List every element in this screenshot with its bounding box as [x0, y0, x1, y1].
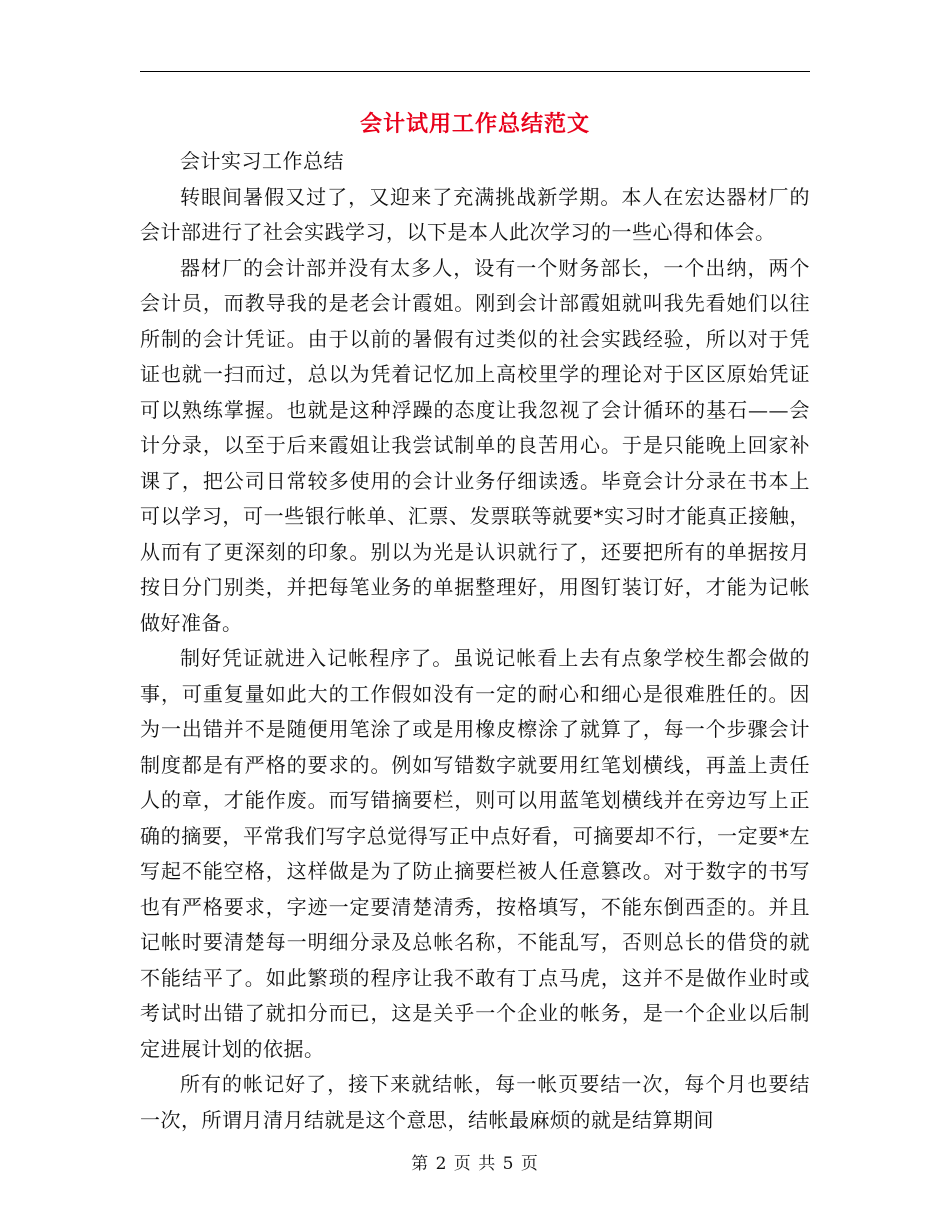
body-paragraph: 所有的帐记好了，接下来就结帐，每一帐页要结一次，每个月也要结一次，所谓月清月结就是这个意思，结帐最麻烦的就是结算期间 — [140, 1072, 810, 1132]
body-paragraph: 制好凭证就进入记帐程序了。虽说记帐看上去有点象学校生都会做的事，可重复量如此大的工作假如没有一定的耐心和细心是很难胜任的。因为一出错并不是随便用笔涂了或是用橡皮檫涂了就算了，每一个步骤会计制度都是有严格的要求的。例如写错数字就要用红笔划横线，再盖上责任人的章，才能作废。而写错摘要栏，则可以用蓝笔划横线并在旁边写上正确的摘要，平常我们写字总觉得写正中点好看，可摘要却不行，一定要*左写起不能空格，这样做是为了防止摘要栏被人任意篡改。对于数字的书写也有严格要求，字迹一定要清楚清秀，按格填写，不能东倒西歪的。并且记帐时要清楚每一明细分录及总帐名称，不能乱写，否则总长的借贷的就不能结平了。如此繁琐的程序让我不敢有丁点马虎，这并不是做作业时或考试时出错了就扣分而已，这是关乎一个企业的帐务，是一个企业以后制定进展计划的依据。 — [140, 646, 810, 1061]
subtitle-paragraph: 会计实习工作总结 — [180, 149, 344, 173]
body-paragraph: 器材厂的会计部并没有太多人，设有一个财务部长，一个出纳，两个会计员，而教导我的是老会计霞姐。刚到会计部霞姐就叫我先看她们以往所制的会计凭证。由于以前的暑假有过类似的社会实践经验，所以对于凭证也就一扫而过，总以为凭着记忆加上高校里学的理论对于区区原始凭证可以熟练掌握。也就是这种浮躁的态度让我忽视了会计循环的基石——会计分录，以至于后来霞姐让我尝试制单的良苦用心。于是只能晚上回家补课了，把公司日常较多使用的会计业务仔细读透。毕竟会计分录在书本上可以学习，可一些银行帐单、汇票、发票联等就要*实习时才能真正接触，从而有了更深刻的印象。别以为光是认识就行了，还要把所有的单据按月按日分门别类，并把每笔业务的单据整理好，用图钉装订好，才能为记帐做好准备。 — [140, 255, 810, 635]
document-body — [140, 144, 810, 1138]
header-rule — [140, 71, 810, 72]
document-title: 会计试用工作总结范文 — [359, 112, 590, 137]
body-paragraph: 转眼间暑假又过了，又迎来了充满挑战新学期。本人在宏达器材厂的会计部进行了社会实践学习，以下是本人此次学习的一些心得和体会。 — [140, 184, 810, 244]
page-number-footer: 第 2 页 共 5 页 — [411, 1154, 539, 1174]
